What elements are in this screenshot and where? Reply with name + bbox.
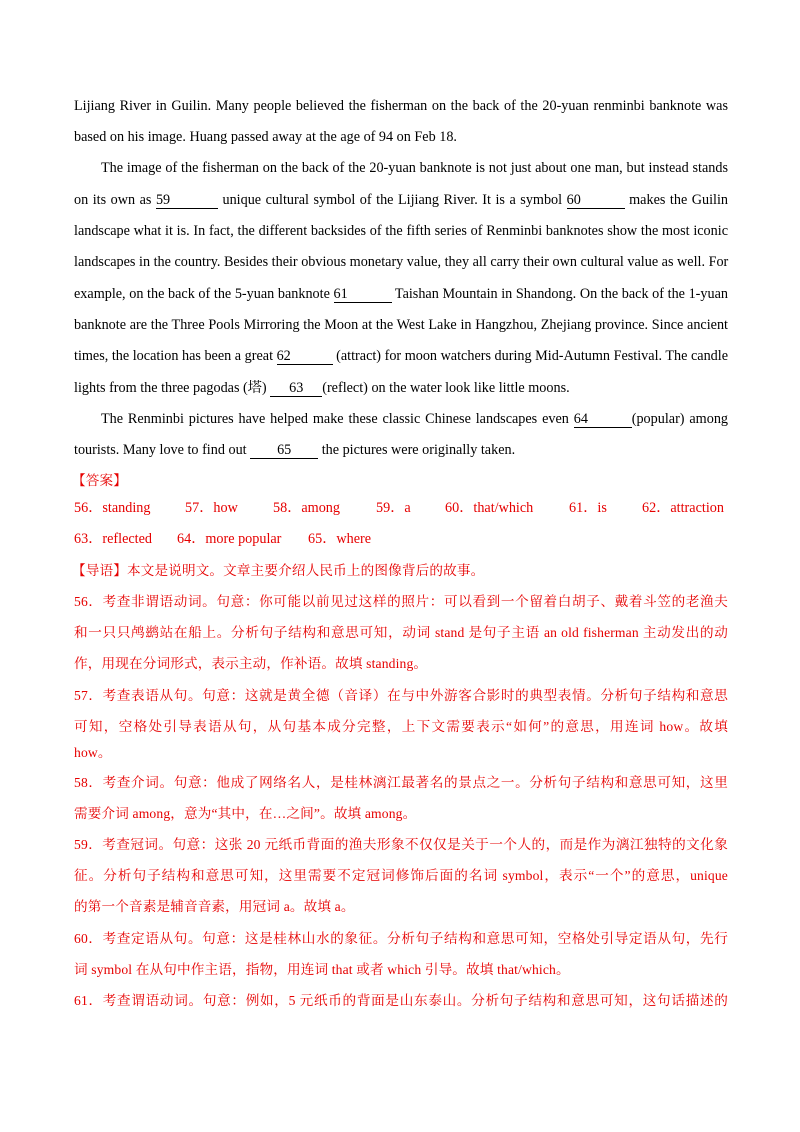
explanation-line: how。: [74, 745, 112, 760]
text-segment: example, on the back of the 5-yuan banknote: [74, 286, 330, 302]
text-segment: times, the location has been a great: [74, 348, 274, 364]
blank-59: 59: [156, 193, 218, 209]
answer-item: 56．standing: [74, 500, 151, 516]
explanation-line: 可知，空格处引导表语从句，从句基本成分完整，上下文需要表示“如何”的意思，用连词 how。故填: [74, 719, 728, 734]
passage-line: The image of the fisherman on the back of the 20-yuan banknote is not just about one man, but instead stands: [101, 160, 728, 176]
explanation-line: 需要介词 among，意为“其中，在…之间”。故填 among。: [74, 806, 417, 821]
passage-line: [74, 346, 728, 366]
answer-item: 65．where: [308, 531, 372, 547]
explanation-line: 60．考查定语从句。句意：这是桂林山水的象征。分析句子结构和意思可知，空格处引导定语从句，先行: [74, 931, 728, 946]
explanation-line: 61．考查谓语动词。句意：例如，5 元纸币的背面是山东泰山。分析句子结构和意思可知，这句话描述的: [74, 993, 728, 1008]
blank-63: 63: [270, 381, 322, 397]
explanation-line: 和一只只鸬鹚站在船上。分析句子结构和意思可知，动词 stand 是句子主语 an old fisherman 主动发出的动: [74, 625, 728, 640]
answer-item: 61．is: [569, 500, 607, 516]
text-segment: The Renminbi pictures have helped make these classic Chinese landscapes even: [101, 411, 569, 427]
explanation-line: 59．考查冠词。句意：这张 20 元纸币背面的渔夫形象不仅仅是关于一个人的，而是作为漓江独特的文化象: [74, 837, 728, 852]
answer-item: 62．attraction: [642, 500, 724, 516]
passage-line: landscape what it is. In fact, the different backsides of the fifth series of Renminbi banknotes show the most iconic: [74, 223, 728, 239]
text-segment: Taishan Mountain in Shandong. On the back of the 1-yuan: [394, 286, 728, 302]
text-segment: lights from the three pagodas (塔): [74, 380, 267, 396]
answer-heading: 【答案】: [72, 473, 127, 488]
answer-item: 64．more popular: [177, 531, 282, 547]
passage-line: landscapes in the country. Besides their obvious monetary value, they all carry their own cultural value as well. For: [74, 254, 729, 270]
blank-64: 64: [574, 412, 632, 428]
answer-item: 57．how: [185, 500, 238, 516]
text-segment: makes the Guilin: [629, 192, 729, 208]
text-segment: tourists. Many love to find out: [74, 442, 247, 458]
blank-61: 61: [334, 287, 392, 303]
explanation-line: 57．考查表语从句。句意：这就是黄全德（音译）在与中外游客合影时的典型表情。分析句子结构和意思: [74, 688, 728, 703]
passage-line: [101, 409, 728, 429]
passage-line: [74, 378, 728, 398]
answer-item: 63．reflected: [74, 531, 152, 547]
answer-item: 60．that/which: [445, 500, 534, 516]
passage-line: based on his image. Huang passed away at the age of 94 on Feb 18.: [74, 129, 457, 145]
text-segment: the pictures were originally taken.: [321, 442, 516, 458]
text-segment: on its own as: [74, 192, 152, 208]
text-segment: unique cultural symbol of the Lijiang River. It is a symbol: [222, 192, 563, 208]
passage-line: [74, 440, 728, 460]
explanation-line: 作，用现在分词形式，表示主动，作补语。故填 standing。: [74, 656, 428, 671]
guide-text: 【导语】本文是说明文。文章主要介绍人民币上的图像背后的故事。: [72, 563, 485, 578]
passage-line: banknote are the Three Pools Mirroring the Moon at the West Lake in Hangzhou, Zhejiang province. Since ancient: [74, 317, 728, 333]
text-segment: (popular) among: [631, 411, 729, 427]
text-segment: (reflect) on the water look like little moons.: [322, 380, 570, 396]
explanation-line: 的第一个音素是辅音音素，用冠词 a。故填 a。: [74, 899, 355, 914]
text-segment: (attract) for moon watchers during Mid-Autumn Festival. The candle: [336, 348, 728, 364]
explanation-line: 58．考查介词。句意：他成了网络名人，是桂林漓江最著名的景点之一。分析句子结构和意思可知，这里: [74, 775, 728, 790]
explanation-line: 词 symbol 在从句中作主语，指物，用连词 that 或者 which 引导。故填 that/which。: [74, 962, 570, 977]
passage-line: [74, 284, 728, 304]
passage-line: [74, 190, 728, 210]
answer-item: 59．a: [376, 500, 411, 516]
passage-line: Lijiang River in Guilin. Many people believed the fisherman on the back of the 20-yuan renminbi banknote was: [74, 98, 728, 114]
blank-60: 60: [567, 193, 625, 209]
explanation-line: 征。分析句子结构和意思可知，这里需要不定冠词修饰后面的名词 symbol，表示“一个”的意思，unique: [74, 868, 728, 883]
answer-item: 58．among: [273, 500, 340, 516]
explanation-line: 56．考查非谓语动词。句意：你可能以前见过这样的照片：可以看到一个留着白胡子、戴着斗笠的老渔夫: [74, 594, 728, 609]
blank-65: 65: [250, 443, 318, 459]
blank-62: 62: [277, 349, 333, 365]
